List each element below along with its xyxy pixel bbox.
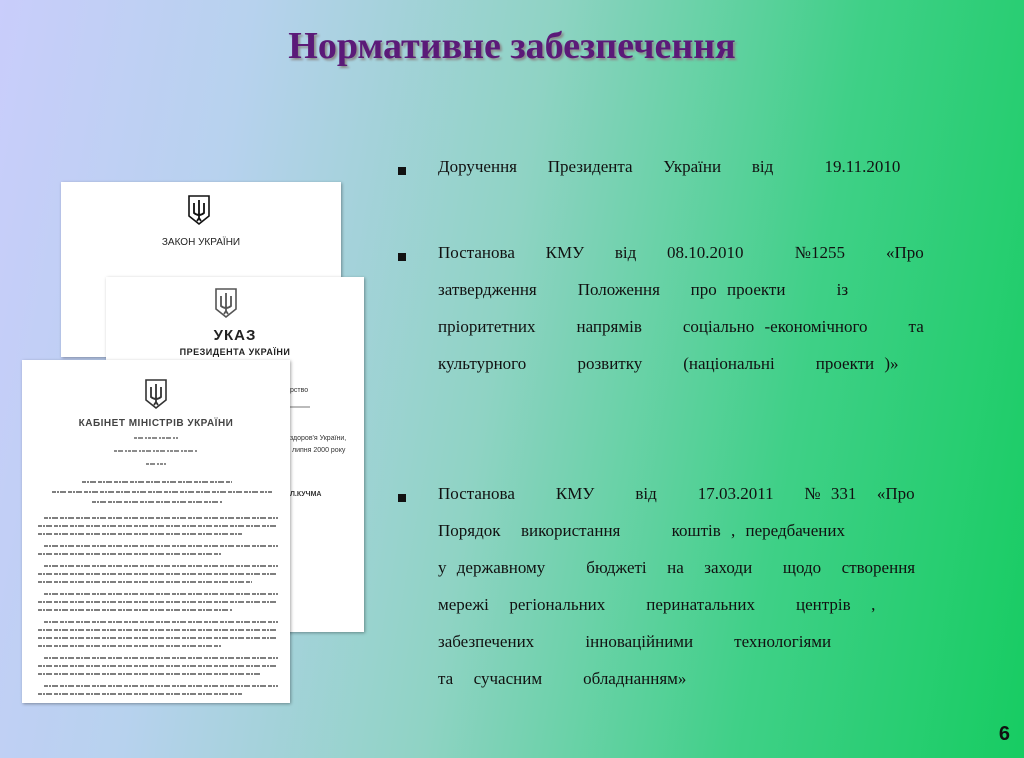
bullet-line: у державному бюджеті на заходи щодо створення bbox=[438, 558, 916, 577]
bullet-line: забезпечених інноваційними технологіями bbox=[438, 632, 832, 651]
law-heading: ЗАКОН УКРАЇНИ bbox=[161, 237, 241, 248]
bullet-line: затвердження Положення про проекти із bbox=[438, 280, 849, 299]
bullet-line: мережі регіональних перинатальних центрів , bbox=[438, 595, 876, 614]
bullet-line: Постанова КМУ від 08.10.2010 №1255 «Про bbox=[438, 243, 924, 262]
bullet-line: культурного розвитку (національні проекти )» bbox=[438, 354, 899, 373]
square-bullet-icon bbox=[398, 167, 406, 175]
slide-title: Нормативне забезпечення bbox=[288, 25, 736, 67]
cabinet-text-lines bbox=[22, 360, 290, 703]
decree-fragment: липня 2000 року bbox=[292, 447, 346, 454]
bullet-line: Постанова КМУ від 17.03.2011 № 331 «Про bbox=[438, 484, 915, 503]
decree-fragment: Л.КУЧМА bbox=[290, 491, 322, 498]
square-bullet-icon bbox=[398, 253, 406, 261]
decree-heading: УКАЗ bbox=[213, 327, 257, 344]
bullet-line: пріоритетних напрямів соціально -економічного та bbox=[438, 317, 924, 336]
page-number: 6 bbox=[998, 723, 1010, 745]
bullet-line: Доручення Президента України від 19.11.2010 bbox=[438, 157, 901, 176]
decree-subheading: ПРЕЗИДЕНТА УКРАЇНИ bbox=[179, 347, 291, 357]
decree-fragment: здоров'я України, bbox=[290, 435, 347, 442]
square-bullet-icon bbox=[398, 494, 406, 502]
bullet-line: Порядок використання коштів , передбачених bbox=[438, 521, 845, 540]
bullet-line: та сучасним обладнанням» bbox=[438, 669, 687, 688]
cabinet-heading: КАБІНЕТ МІНІСТРІВ УКРАЇНИ bbox=[78, 418, 234, 429]
decree-fragment: рство bbox=[290, 387, 309, 394]
cabinet-document-image bbox=[22, 360, 290, 703]
trident-icon bbox=[187, 194, 211, 226]
